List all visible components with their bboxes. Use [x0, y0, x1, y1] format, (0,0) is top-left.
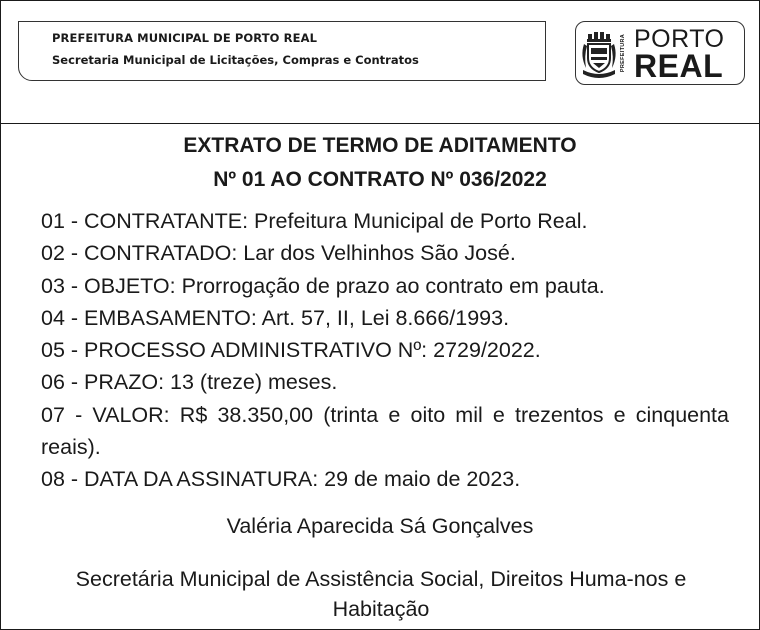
- clause-item: 02 - CONTRATADO: Lar dos Velhinhos São José.: [41, 241, 516, 266]
- header: [1, 1, 759, 124]
- clause-item: 06 - PRAZO: 13 (treze) meses.: [41, 370, 338, 395]
- clause-item: 08 - DATA DA ASSINATURA: 29 de maio de 2023.: [41, 467, 521, 492]
- clause-item: 05 - PROCESSO ADMINISTRATIVO Nº: 2729/2022.: [41, 338, 541, 363]
- city-coat-of-arms-icon: [576, 22, 626, 84]
- logo-text-porto: PORTO: [634, 25, 725, 53]
- signer-name: Valéria Aparecida Sá Gonçalves: [226, 514, 534, 538]
- logo-text-real: REAL: [634, 48, 724, 84]
- document-title: EXTRATO DE TERMO DE ADITAMENTO: [183, 134, 577, 157]
- clause-list: [41, 205, 729, 496]
- org-box: [18, 21, 546, 81]
- org-name: PREFEITURA MUNICIPAL DE PORTO REAL: [52, 31, 317, 45]
- clause-item: 04 - EMBASAMENTO: Art. 57, II, Lei 8.666/1993.: [41, 305, 510, 330]
- clause-item: 03 - OBJETO: Prorrogação de prazo ao contrato em pauta.: [41, 273, 605, 298]
- document-subtitle: Nº 01 AO CONTRATO Nº 036/2022: [213, 168, 547, 191]
- org-department: Secretaria Municipal de Licitações, Compras e Contratos: [52, 53, 419, 67]
- clause-item: 01 - CONTRATANTE: Prefeitura Municipal de Porto Real.: [41, 209, 588, 233]
- signer-role: Secretária Municipal de Assistência Social, Direitos Huma-nos e Habitação: [75, 567, 687, 621]
- city-logo: [575, 21, 745, 85]
- clause-item: 07 - VALOR: R$ 38.350,00 (trinta e oito mil e trezentos e cinquenta reais).: [41, 402, 729, 460]
- logo-tag: PREFEITURA: [620, 33, 627, 73]
